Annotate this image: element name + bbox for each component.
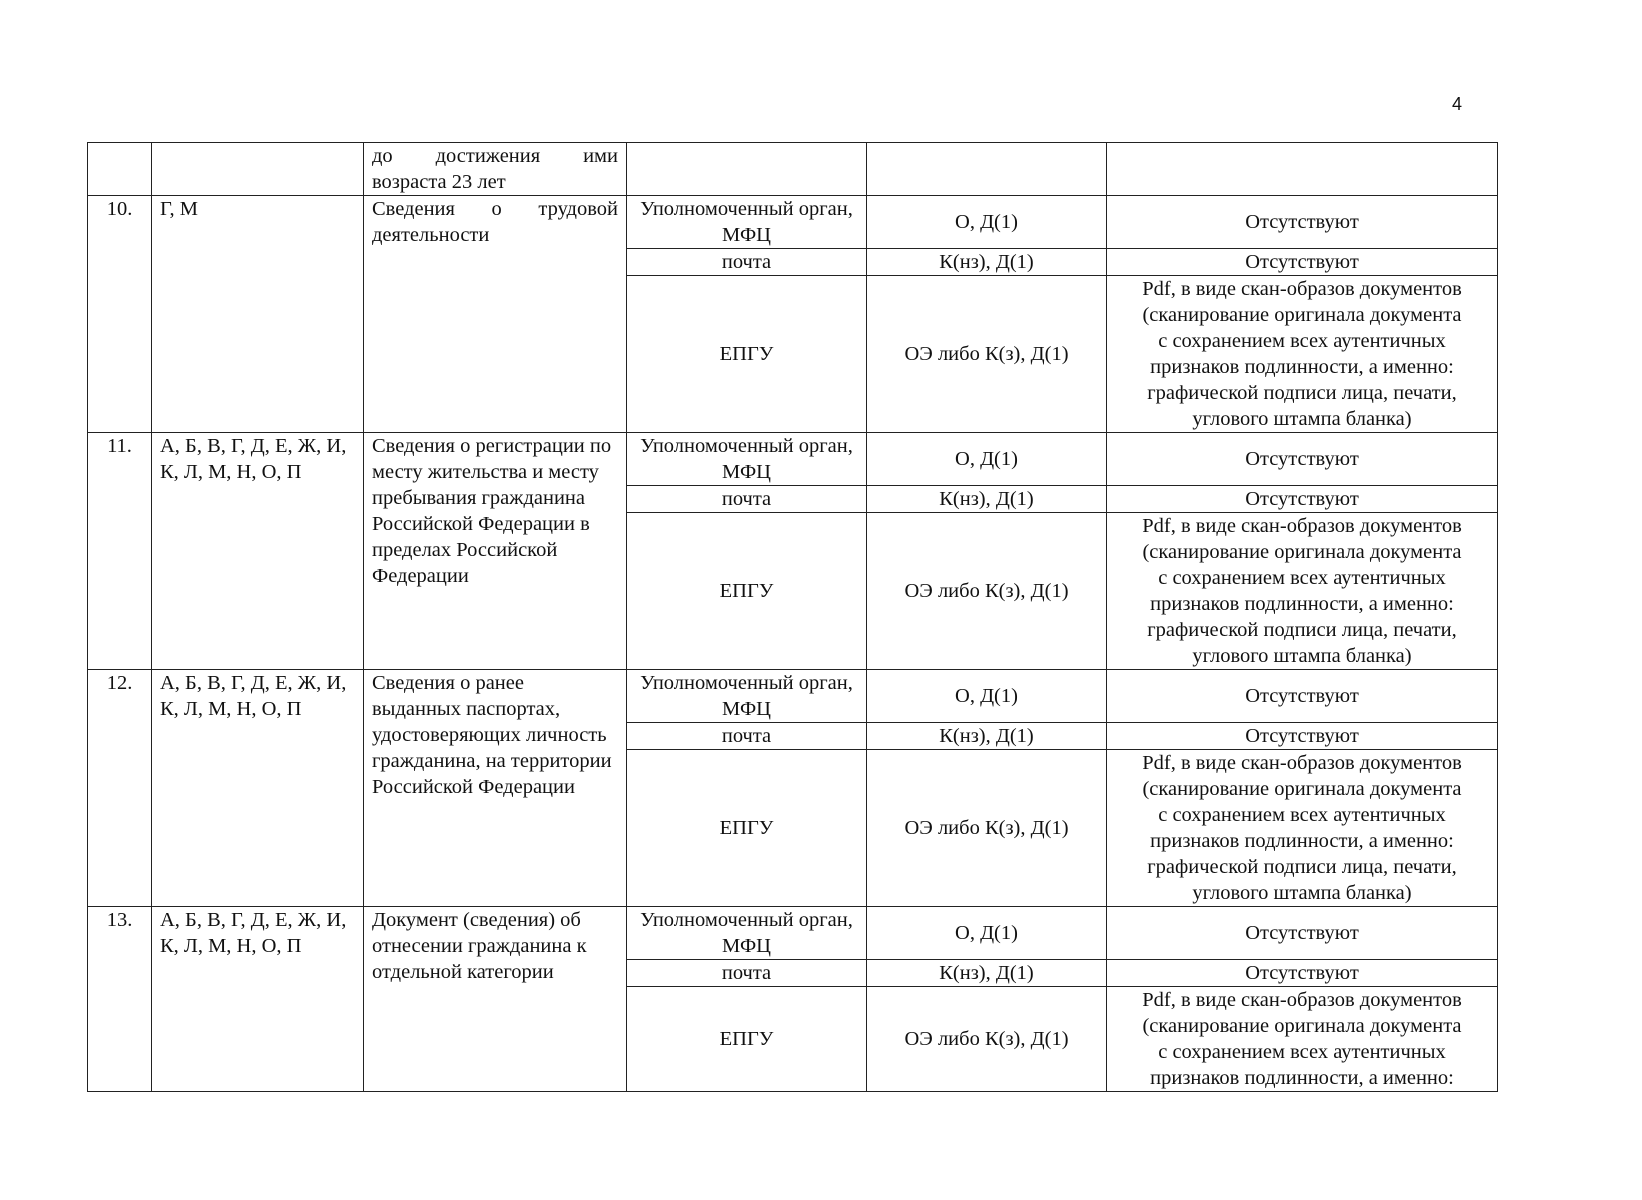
document-form: О, Д(1) bbox=[867, 433, 1107, 486]
requirement-line: Отсутствуют bbox=[1245, 448, 1359, 470]
submission-channel: почта bbox=[627, 486, 867, 513]
document-form: О, Д(1) bbox=[867, 907, 1107, 960]
submission-channel: ЕПГУ bbox=[627, 987, 867, 1092]
documents-table bbox=[87, 142, 1498, 1092]
requirement-line: с сохранением всех аутентичных bbox=[1158, 330, 1446, 352]
requirement-line: (сканирование оригинала документа bbox=[1142, 1015, 1462, 1037]
document-form: ОЭ либо К(з), Д(1) bbox=[867, 750, 1107, 907]
row-document-name: Сведения о ранее выданных паспортах, удостоверяющих личность гражданина, на территории Российской Федерации bbox=[364, 670, 627, 907]
cell-channel bbox=[627, 143, 867, 196]
format-requirements bbox=[1107, 276, 1498, 433]
format-requirements bbox=[1107, 670, 1498, 723]
document-form: ОЭ либо К(з), Д(1) bbox=[867, 276, 1107, 433]
row-categories: А, Б, В, Г, Д, Е, Ж, И, К, Л, М, Н, О, П bbox=[152, 433, 364, 670]
submission-channel: ЕПГУ bbox=[627, 276, 867, 433]
table-row bbox=[88, 907, 1498, 960]
row-number: 13. bbox=[88, 907, 152, 1092]
requirement-line: Отсутствуют bbox=[1245, 725, 1359, 747]
requirement-line: графической подписи лица, печати, bbox=[1147, 856, 1457, 878]
requirement-line: признаков подлинности, а именно: bbox=[1150, 1067, 1454, 1089]
documents-table-body bbox=[88, 143, 1498, 1092]
requirement-line: углового штампа бланка) bbox=[1192, 645, 1412, 667]
format-requirements bbox=[1107, 987, 1498, 1092]
cell-num bbox=[88, 143, 152, 196]
format-requirements bbox=[1107, 249, 1498, 276]
document-form: К(нз), Д(1) bbox=[867, 249, 1107, 276]
requirement-line: признаков подлинности, а именно: bbox=[1150, 356, 1454, 378]
submission-channel: почта bbox=[627, 249, 867, 276]
requirement-line: углового штампа бланка) bbox=[1192, 408, 1412, 430]
table-row bbox=[88, 196, 1498, 249]
requirement-line: Отсутствуют bbox=[1245, 685, 1359, 707]
submission-channel: Уполномоченный орган, МФЦ bbox=[627, 196, 867, 249]
cell-categories bbox=[152, 143, 364, 196]
document-form: ОЭ либо К(з), Д(1) bbox=[867, 513, 1107, 670]
format-requirements bbox=[1107, 750, 1498, 907]
requirement-line: Отсутствуют bbox=[1245, 488, 1359, 510]
page-number: 4 bbox=[1452, 94, 1463, 114]
requirement-line: признаков подлинности, а именно: bbox=[1150, 593, 1454, 615]
row-number: 12. bbox=[88, 670, 152, 907]
document-form: О, Д(1) bbox=[867, 670, 1107, 723]
requirement-line: с сохранением всех аутентичных bbox=[1158, 804, 1446, 826]
requirement-line: графической подписи лица, печати, bbox=[1147, 619, 1457, 641]
format-requirements bbox=[1107, 433, 1498, 486]
requirement-line: Pdf, в виде скан-образов документов bbox=[1142, 752, 1462, 774]
continuation-line-1: до достижения ими bbox=[372, 145, 618, 167]
requirement-line: признаков подлинности, а именно: bbox=[1150, 830, 1454, 852]
cell-form bbox=[867, 143, 1107, 196]
document-form: К(нз), Д(1) bbox=[867, 960, 1107, 987]
requirement-line: (сканирование оригинала документа bbox=[1142, 541, 1462, 563]
submission-channel: Уполномоченный орган, МФЦ bbox=[627, 433, 867, 486]
continuation-row bbox=[88, 143, 1498, 196]
continuation-line-2: возраста 23 лет bbox=[372, 171, 506, 193]
requirement-line: с сохранением всех аутентичных bbox=[1158, 567, 1446, 589]
document-form: К(нз), Д(1) bbox=[867, 486, 1107, 513]
cell-name bbox=[364, 143, 627, 196]
document-form: О, Д(1) bbox=[867, 196, 1107, 249]
requirement-line: Отсутствуют bbox=[1245, 962, 1359, 984]
requirement-line: Pdf, в виде скан-образов документов bbox=[1142, 989, 1462, 1011]
requirement-line: Отсутствуют bbox=[1245, 251, 1359, 273]
row-categories: А, Б, В, Г, Д, Е, Ж, И, К, Л, М, Н, О, П bbox=[152, 907, 364, 1092]
submission-channel: Уполномоченный орган, МФЦ bbox=[627, 670, 867, 723]
submission-channel: почта bbox=[627, 723, 867, 750]
submission-channel: ЕПГУ bbox=[627, 513, 867, 670]
format-requirements bbox=[1107, 960, 1498, 987]
requirement-line: с сохранением всех аутентичных bbox=[1158, 1041, 1446, 1063]
requirement-line: Pdf, в виде скан-образов документов bbox=[1142, 515, 1462, 537]
format-requirements bbox=[1107, 907, 1498, 960]
cell-requirements bbox=[1107, 143, 1498, 196]
requirement-line: Отсутствуют bbox=[1245, 922, 1359, 944]
requirement-line: углового штампа бланка) bbox=[1192, 882, 1412, 904]
document-form: ОЭ либо К(з), Д(1) bbox=[867, 987, 1107, 1092]
row-number: 10. bbox=[88, 196, 152, 433]
document-form: К(нз), Д(1) bbox=[867, 723, 1107, 750]
submission-channel: Уполномоченный орган, МФЦ bbox=[627, 907, 867, 960]
row-number: 11. bbox=[88, 433, 152, 670]
format-requirements bbox=[1107, 196, 1498, 249]
requirement-line: (сканирование оригинала документа bbox=[1142, 778, 1462, 800]
table-row bbox=[88, 670, 1498, 723]
row-document-name: Сведения о трудовой деятельности bbox=[364, 196, 627, 433]
row-categories: А, Б, В, Г, Д, Е, Ж, И, К, Л, М, Н, О, П bbox=[152, 670, 364, 907]
row-document-name: Документ (сведения) об отнесении гражданина к отдельной категории bbox=[364, 907, 627, 1092]
submission-channel: почта bbox=[627, 960, 867, 987]
table-row bbox=[88, 433, 1498, 486]
row-document-name: Сведения о регистрации по месту жительства и месту пребывания гражданина Российской Федерации в пределах Российской Федерации bbox=[364, 433, 627, 670]
requirement-line: графической подписи лица, печати, bbox=[1147, 382, 1457, 404]
requirement-line: Отсутствуют bbox=[1245, 211, 1359, 233]
row-categories: Г, М bbox=[152, 196, 364, 433]
requirement-line: (сканирование оригинала документа bbox=[1142, 304, 1462, 326]
format-requirements bbox=[1107, 513, 1498, 670]
requirement-line: Pdf, в виде скан-образов документов bbox=[1142, 278, 1462, 300]
submission-channel: ЕПГУ bbox=[627, 750, 867, 907]
format-requirements bbox=[1107, 486, 1498, 513]
format-requirements bbox=[1107, 723, 1498, 750]
